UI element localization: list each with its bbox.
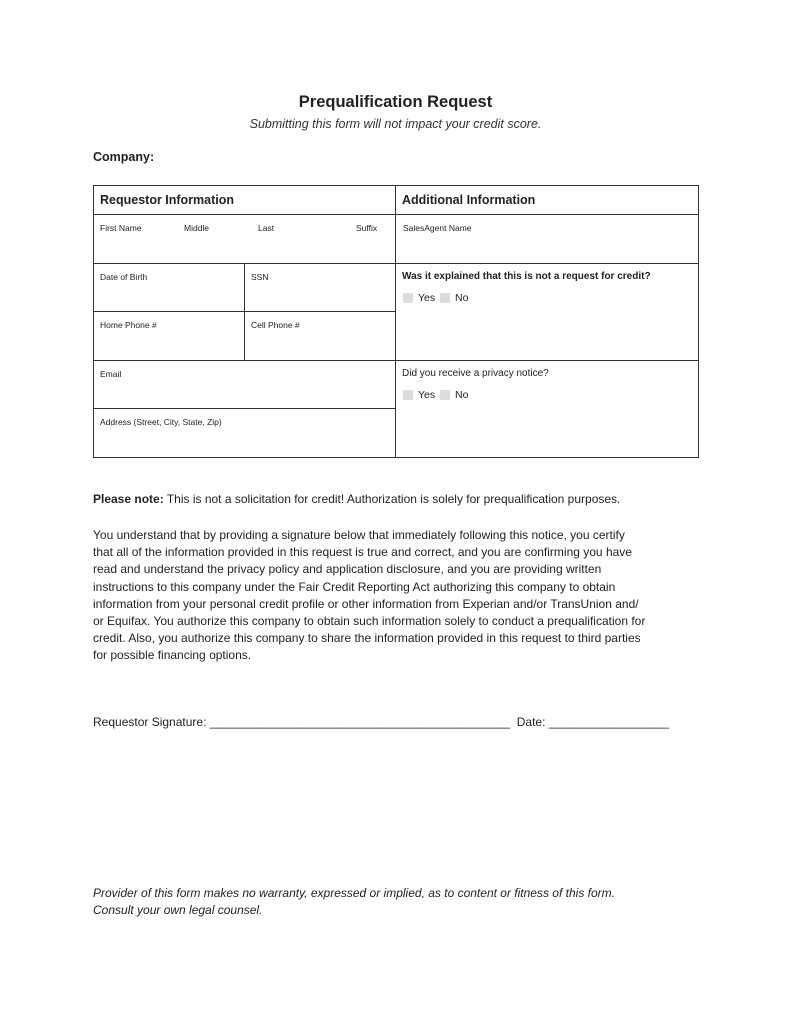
consent-line: or Equifax. You authorize this company to obtain such information solely to conduct a prequalification for <box>93 614 646 629</box>
disclaimer-line: Consult your own legal counsel. <box>93 903 263 917</box>
please-note-text: This is not a solicitation for credit! Authorization is solely for prequalification purposes. <box>163 492 621 506</box>
consent-line: credit. Also, you authorize this company to share the information provided in this request to third parties <box>93 631 641 646</box>
page-subtitle: Submitting this form will not impact your credit score. <box>249 117 542 131</box>
suffix-field[interactable]: Suffix <box>356 223 378 233</box>
first-name-field[interactable]: First Name <box>100 223 142 233</box>
consent-line: You understand that by providing a signature below that immediately following this notice, you certify <box>93 528 625 542</box>
home-phone-field[interactable]: Home Phone # <box>100 320 157 330</box>
divider <box>94 214 698 215</box>
consent-line: information from your personal credit profile or other information from Experian and/or TransUnion and/ <box>93 596 639 611</box>
address-field[interactable]: Address (Street, City, State, Zip) <box>100 417 222 427</box>
privacy-yes-checkbox[interactable] <box>403 390 413 400</box>
credit-no-checkbox[interactable] <box>440 293 450 303</box>
consent-line: for possible financing options. <box>93 648 252 663</box>
company-label: Company: <box>93 150 155 164</box>
consent-line: that all of the information provided in this request is true and correct, and you are confirming you have <box>93 545 632 560</box>
divider <box>94 408 395 409</box>
disclaimer <box>93 885 713 919</box>
page-title: Prequalification Request <box>298 93 493 111</box>
privacy-yes-label: Yes <box>418 389 436 401</box>
divider <box>244 263 245 360</box>
last-name-field[interactable]: Last <box>258 223 275 233</box>
disclaimer-line: Provider of this form makes no warranty, expressed or implied, as to content or fitness of this form. <box>93 886 615 900</box>
consent-line: read and understand the privacy policy and application disclosure, and you are providing written <box>93 562 602 577</box>
signature-label: Requestor Signature: <box>93 715 210 729</box>
divider <box>94 360 698 361</box>
dob-field[interactable]: Date of Birth <box>100 272 148 282</box>
signature-row <box>93 715 669 729</box>
privacy-question: Did you receive a privacy notice? <box>402 368 549 379</box>
please-note-label: Please note: <box>93 492 164 506</box>
credit-yes-label: Yes <box>418 292 436 304</box>
date-label: Date: <box>510 715 549 729</box>
divider <box>395 186 396 457</box>
privacy-no-checkbox[interactable] <box>440 390 450 400</box>
credit-no-label: No <box>455 292 469 304</box>
sales-agent-field[interactable]: SalesAgent Name <box>403 223 472 233</box>
credit-question: Was it explained that this is not a request for credit? <box>402 271 651 282</box>
signature-line[interactable]: _____________________________________________ <box>209 715 511 729</box>
consent-paragraph <box>93 527 698 665</box>
middle-name-field[interactable]: Middle <box>184 223 210 233</box>
please-note <box>93 492 703 506</box>
privacy-no-label: No <box>455 389 469 401</box>
requestor-form-table <box>93 185 699 458</box>
date-line[interactable]: __________________ <box>548 715 669 729</box>
consent-line: instructions to this company under the Fair Credit Reporting Act authorizing this company to obtain <box>93 579 616 594</box>
credit-yes-checkbox[interactable] <box>403 293 413 303</box>
email-field[interactable]: Email <box>100 369 122 379</box>
ssn-field[interactable]: SSN <box>251 272 269 282</box>
requestor-info-header: Requestor Information <box>100 193 235 207</box>
divider <box>94 263 698 264</box>
additional-info-header: Additional Information <box>402 193 536 207</box>
cell-phone-field[interactable]: Cell Phone # <box>251 320 300 330</box>
